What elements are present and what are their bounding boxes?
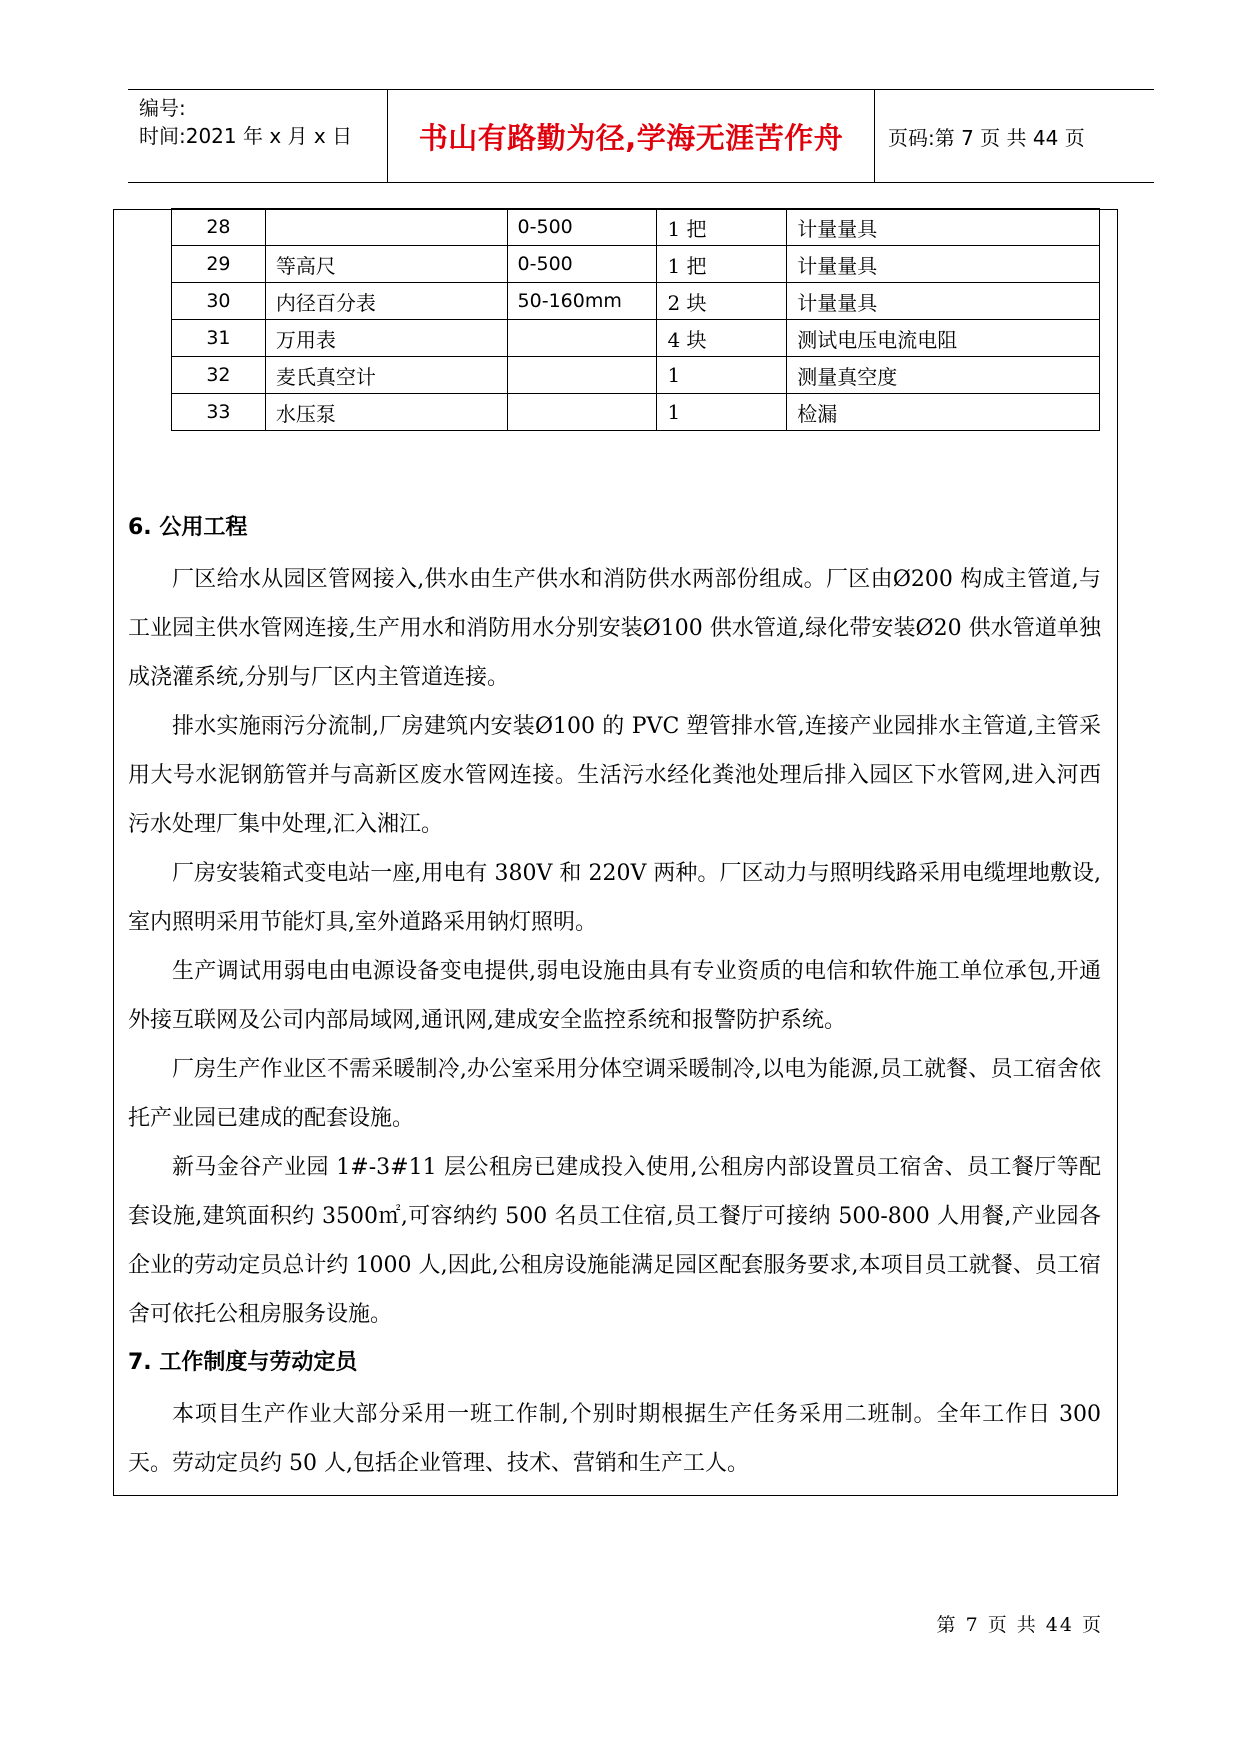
section-6-title: 6. 公用工程 — [128, 515, 248, 540]
table-row — [172, 394, 1100, 431]
cell-use: 检漏 — [787, 394, 1100, 431]
cell-use: 测试电压电流电阻 — [787, 320, 1100, 357]
time-label: 时间:2021 年 x 月 x 日 — [139, 124, 353, 148]
body-text — [128, 501, 1101, 1488]
cell-spec: 50-160mm — [507, 283, 657, 320]
paragraph: 生产调试用弱电由电源设备变电提供,弱电设施由具有专业资质的电信和软件施工单位承包,开通外接互联网及公司内部局域网,通讯网,建成安全监控系统和报警防护系统。 — [128, 959, 1101, 1033]
paragraph: 新马金谷产业园 1#-3#11 层公租房已建成投入使用,公租房内部设置员工宿舍、员工餐厅等配套设施,建筑面积约 3500㎡,可容纳约 500 名员工住宿,员工餐厅可接纳 500-800 人用餐,产业园各企业的劳动定员总计约 1000 人,因此,公租房设施能满足园区配套服务要求,本项目员工就餐、员工宿舍可依托公租房服务设施。 — [128, 1155, 1101, 1327]
cell-use: 计量量具 — [787, 283, 1100, 320]
cell-name: 万用表 — [265, 320, 507, 357]
table-row — [172, 320, 1100, 357]
cell-qty: 2 块 — [657, 283, 787, 320]
cell-spec — [507, 394, 657, 431]
equipment-table — [171, 208, 1100, 431]
cell-qty: 1 — [657, 357, 787, 394]
cell-no: 33 — [172, 394, 266, 431]
paragraph: 本项目生产作业大部分采用一班工作制,个别时期根据生产任务采用二班制。全年工作日 300 天。劳动定员约 50 人,包括企业管理、技术、营销和生产工人。 — [128, 1402, 1101, 1476]
cell-no: 32 — [172, 357, 266, 394]
cell-name: 水压泵 — [265, 394, 507, 431]
motto: 书山有路勤为径,学海无涯苦作舟 — [388, 90, 875, 182]
cell-spec: 0-500 — [507, 246, 657, 283]
page-header — [128, 89, 1154, 183]
cell-spec: 0-500 — [507, 209, 657, 246]
cell-spec — [507, 357, 657, 394]
code-label: 编号: — [139, 96, 186, 120]
cell-name: 等高尺 — [265, 246, 507, 283]
cell-use: 测量真空度 — [787, 357, 1100, 394]
cell-name: 内径百分表 — [265, 283, 507, 320]
cell-spec — [507, 320, 657, 357]
header-page-info: 页码:第 7 页 共 44 页 — [888, 125, 1085, 150]
cell-qty: 4 块 — [657, 320, 787, 357]
cell-qty: 1 把 — [657, 209, 787, 246]
cell-no: 28 — [172, 209, 266, 246]
cell-use: 计量量具 — [787, 246, 1100, 283]
header-meta — [128, 90, 388, 182]
paragraph: 排水实施雨污分流制,厂房建筑内安装Ø100 的 PVC 塑管排水管,连接产业园排水主管道,主管采用大号水泥钢筋管并与高新区废水管网连接。生活污水经化粪池处理后排入园区下水管网,进入河西污水处理厂集中处理,汇入湘江。 — [128, 714, 1101, 837]
cell-no: 30 — [172, 283, 266, 320]
page-footer: 第 7 页 共 44 页 — [936, 1614, 1103, 1636]
table-row — [172, 209, 1100, 246]
cell-name — [265, 209, 507, 246]
equipment-table-body — [172, 209, 1100, 431]
table-row — [172, 283, 1100, 320]
cell-use: 计量量具 — [787, 209, 1100, 246]
cell-qty: 1 — [657, 394, 787, 431]
paragraph: 厂房安装箱式变电站一座,用电有 380V 和 220V 两种。厂区动力与照明线路采用电缆埋地敷设,室内照明采用节能灯具,室外道路采用钠灯照明。 — [128, 861, 1101, 935]
cell-no: 31 — [172, 320, 266, 357]
cell-name: 麦氏真空计 — [265, 357, 507, 394]
cell-no: 29 — [172, 246, 266, 283]
paragraph: 厂区给水从园区管网接入,供水由生产供水和消防供水两部份组成。厂区由Ø200 构成主管道,与工业园主供水管网连接,生产用水和消防用水分别安装Ø100 供水管道,绿化带安装Ø20 供水管道单独成浇灌系统,分别与厂区内主管道连接。 — [128, 567, 1101, 690]
paragraph: 厂房生产作业区不需采暖制冷,办公室采用分体空调采暖制冷,以电为能源,员工就餐、员工宿舍依托产业园已建成的配套设施。 — [128, 1057, 1101, 1131]
section-7-title: 7. 工作制度与劳动定员 — [128, 1350, 358, 1375]
content-frame — [113, 209, 1118, 1496]
table-row — [172, 357, 1100, 394]
cell-qty: 1 把 — [657, 246, 787, 283]
table-row — [172, 246, 1100, 283]
